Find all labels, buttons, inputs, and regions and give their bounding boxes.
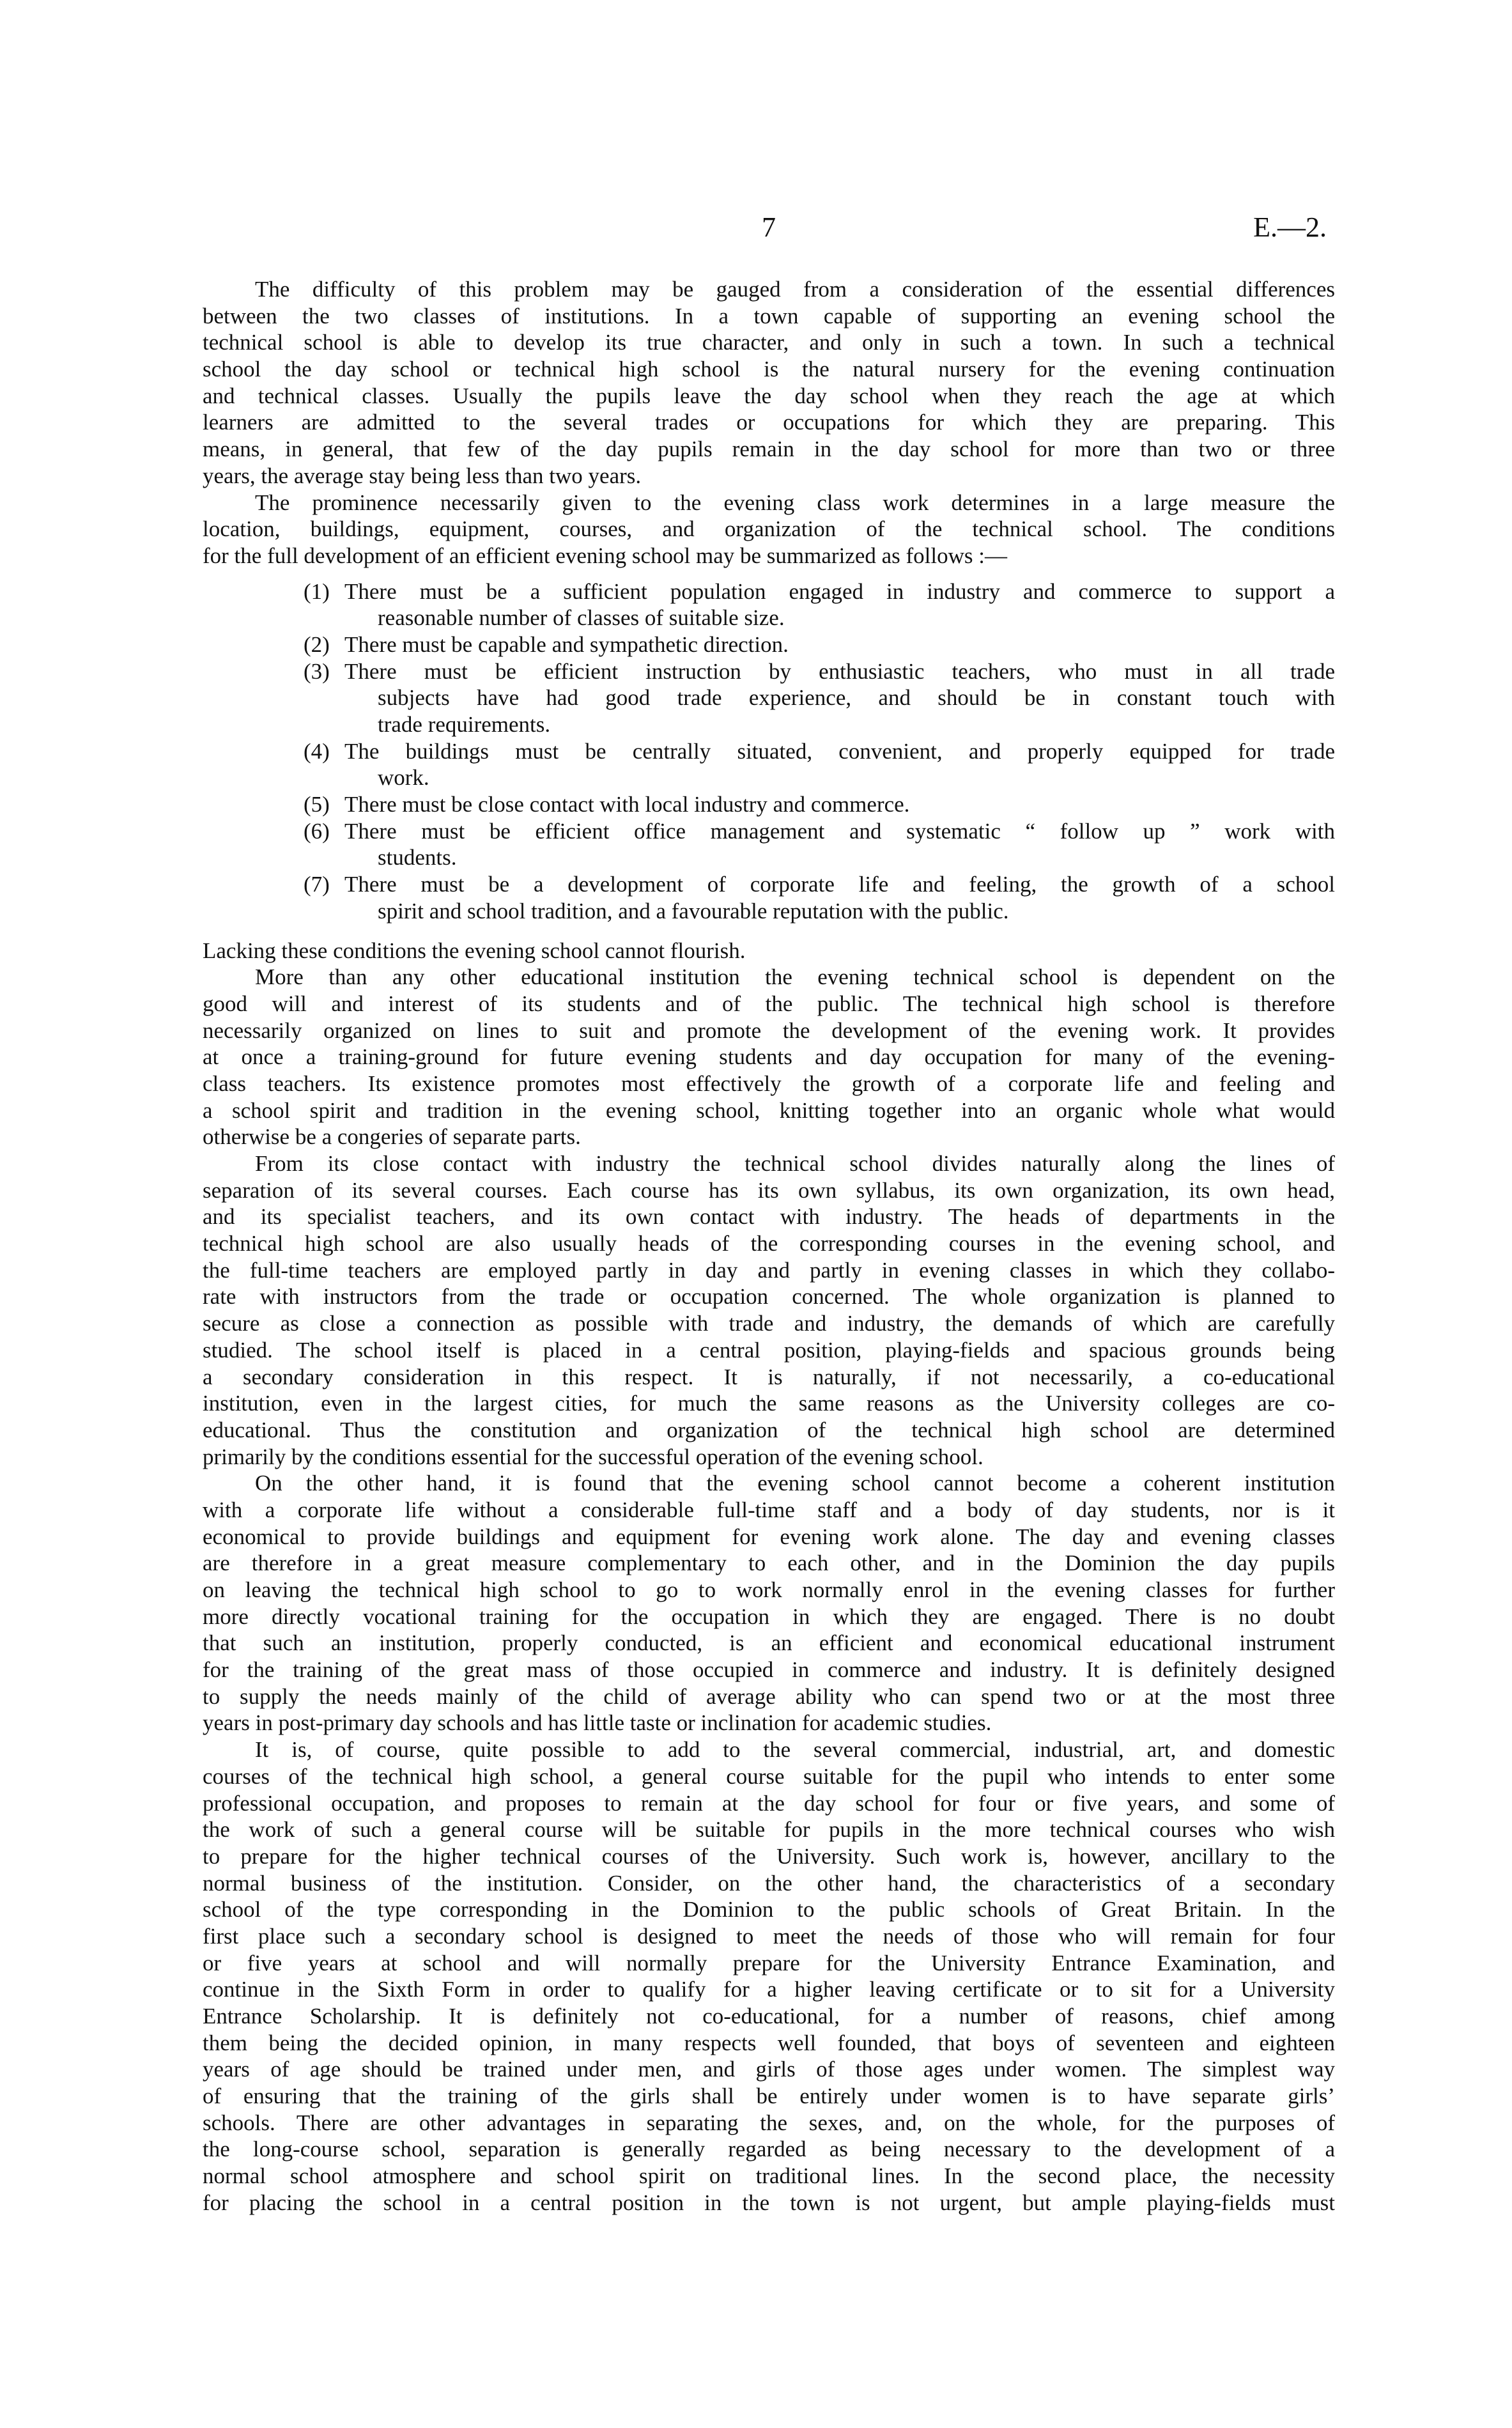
text-line: the work of such a general course will be suitable for pupils in the more technical courses who wish — [203, 1817, 1335, 1843]
paragraph — [203, 938, 1335, 964]
list-item — [203, 658, 1335, 738]
text-line: or five years at school and will normally prepare for the University Entrance Examination, and — [203, 1950, 1335, 1976]
list-item-number: (5) — [304, 792, 330, 817]
text-line: There must be efficient office management and systematic “ follow up ” work with — [344, 818, 1335, 844]
text-line: spirit and school tradition, and a favourable reputation with the public. — [378, 898, 1009, 924]
text-line: There must be close contact with local industry and commerce. — [344, 792, 910, 817]
list-item — [203, 578, 1335, 631]
text-line: secure as close a connection as possible with trade and industry, the demands of which are carefully — [203, 1311, 1335, 1336]
text-line: to supply the needs mainly of the child of average ability who can spend two or at the most three — [203, 1683, 1335, 1709]
text-line: a secondary consideration in this respect. It is naturally, if not necessarily, a co-educational — [203, 1364, 1335, 1389]
text-line: the long-course school, separation is generally regarded as being necessary to the development of a — [203, 2137, 1335, 2162]
document-reference: E.—2. — [1253, 212, 1327, 243]
list-item-number: (4) — [304, 738, 330, 764]
list-item-number: (3) — [304, 658, 330, 684]
text-line: more directly vocational training for the occupation in which they are engaged. There is no doubt — [203, 1604, 1335, 1629]
list-item-number: (2) — [304, 631, 330, 657]
text-line: for the full development of an efficient evening school may be summarized as follows :— — [203, 543, 1007, 568]
text-line: years in post-primary day schools and has little taste or inclination for academic studies. — [203, 1710, 992, 1736]
text-line: for the training of the great mass of those occupied in commerce and industry. It is definitely designed — [203, 1657, 1335, 1683]
text-line: first place such a secondary school is designed to meet the needs of those who will remain for four — [203, 1923, 1335, 1949]
text-line: schools. There are other advantages in separating the sexes, and, on the whole, for the purposes of — [203, 2110, 1335, 2135]
paragraph — [203, 1736, 1335, 2216]
text-line: and its specialist teachers, and its own contact with industry. The heads of departments in the — [203, 1204, 1335, 1230]
text-line: learners are admitted to the several trades or occupations for which they are preparing. This — [203, 410, 1335, 435]
text-line: separation of its several courses. Each course has its own syllabus, its own organization, its own head, — [203, 1177, 1335, 1203]
list-item-number: (1) — [304, 578, 330, 604]
text-line: educational. Thus the constitution and organization of the technical high school are determined — [203, 1417, 1335, 1442]
text-line: Lacking these conditions the evening school cannot flourish. — [203, 938, 746, 963]
paragraph — [203, 1150, 1335, 1470]
text-line: necessarily organized on lines to suit and promote the development of the evening work. It provides — [203, 1017, 1335, 1043]
text-line: at once a training-ground for future evening students and day occupation for many of the evening- — [203, 1044, 1335, 1070]
text-line: Entrance Scholarship. It is definitely not co-educational, for a number of reasons, chief among — [203, 2004, 1335, 2029]
text-line: class teachers. Its existence promotes most effectively the growth of a corporate life and feeling and — [203, 1071, 1335, 1096]
list-item — [203, 631, 1335, 658]
text-line: them being the decided opinion, in many respects well founded, that boys of seventeen and eighteen — [203, 2030, 1335, 2055]
text-line: with a corporate life without a considerable full-time staff and a body of day students, nor is it — [203, 1497, 1335, 1522]
text-line: trade requirements. — [378, 712, 551, 737]
text-line: that such an institution, properly conducted, is an efficient and economical educational instrument — [203, 1630, 1335, 1656]
text-line: technical school is able to develop its true character, and only in such a town. In such a technical — [203, 330, 1335, 355]
text-line: continue in the Sixth Form in order to qualify for a higher leaving certificate or to sit for a University — [203, 1977, 1335, 2002]
text-line: The buildings must be centrally situated, convenient, and properly equipped for trade — [344, 738, 1335, 764]
text-line: work. — [378, 765, 429, 791]
text-line: otherwise be a congeries of separate parts. — [203, 1124, 581, 1150]
paragraph — [203, 276, 1335, 490]
text-line: means, in general, that few of the day pupils remain in the day school for more than two or three — [203, 437, 1335, 462]
paragraph — [203, 964, 1335, 1150]
text-line: and technical classes. Usually the pupils leave the day school when they reach the age at which — [203, 383, 1335, 408]
text-line: for placing the school in a central position in the town is not urgent, but ample playing-fields must — [203, 2190, 1335, 2215]
text-line: There must be capable and sympathetic direction. — [344, 631, 789, 657]
text-line: normal school atmosphere and school spirit on traditional lines. In the second place, the necessity — [203, 2163, 1335, 2189]
text-line: location, buildings, equipment, courses, and organization of the technical school. The conditions — [203, 516, 1335, 542]
text-line: a school spirit and tradition in the evening school, knitting together into an organic whole what would — [203, 1097, 1335, 1123]
list-item — [203, 738, 1335, 791]
text-line: years, the average stay being less than two years. — [203, 463, 642, 488]
text-line: From its close contact with industry the technical school divides naturally along the lines of — [255, 1151, 1335, 1176]
conditions-list — [203, 578, 1335, 925]
paragraph — [203, 490, 1335, 569]
text-line: The prominence necessarily given to the evening class work determines in a large measure the — [255, 490, 1335, 515]
text-line: years of age should be trained under men, and girls of those ages under women. The simplest way — [203, 2057, 1335, 2082]
text-line: school of the type corresponding in the Dominion to the public schools of Great Britain. In the — [203, 1897, 1335, 1922]
list-item — [203, 871, 1335, 924]
text-line: There must be a development of corporate life and feeling, the growth of a school — [344, 872, 1335, 897]
text-line: primarily by the conditions essential for the successful operation of the evening school. — [203, 1444, 984, 1469]
text-line: rate with instructors from the trade or occupation concerned. The whole organization is planned to — [203, 1284, 1335, 1310]
text-line: technical high school are also usually heads of the corresponding courses in the evening school, and — [203, 1231, 1335, 1257]
text-line: to prepare for the higher technical courses of the University. Such work is, however, ancillary to the — [203, 1843, 1335, 1869]
text-line: More than any other educational institution the evening technical school is dependent on the — [255, 964, 1335, 990]
text-line: students. — [378, 845, 457, 870]
text-line: On the other hand, it is found that the evening school cannot become a coherent institution — [255, 1471, 1335, 1496]
text-line: of ensuring that the training of the girls shall be entirely under women is to have separate girls’ — [203, 2084, 1335, 2109]
text-line: studied. The school itself is placed in a central position, playing-fields and spacious grounds being — [203, 1337, 1335, 1363]
paragraph — [203, 1470, 1335, 1736]
text-line: the full-time teachers are employed partly in day and partly in evening classes in which they collabo- — [203, 1257, 1335, 1283]
text-line: institution, even in the largest cities, for much the same reasons as the University colleges are co- — [203, 1391, 1335, 1416]
text-line: good will and interest of its students and of the public. The technical high school is therefore — [203, 991, 1335, 1016]
text-line: professional occupation, and proposes to remain at the day school for four or five years, and some of — [203, 1790, 1335, 1816]
text-line: There must be a sufficient population engaged in industry and commerce to support a — [344, 578, 1335, 604]
text-line: are therefore in a great measure complementary to each other, and in the Dominion the day pupils — [203, 1550, 1335, 1576]
page-number: 7 — [762, 212, 776, 243]
list-item — [203, 791, 1335, 818]
list-item — [203, 818, 1335, 871]
list-item-number: (7) — [304, 872, 330, 897]
list-item-number: (6) — [304, 818, 330, 844]
text-line: between the two classes of institutions. In a town capable of supporting an evening school the — [203, 303, 1335, 329]
text-line: There must be efficient instruction by enthusiastic teachers, who must in all trade — [344, 658, 1335, 684]
text-line: school the day school or technical high school is the natural nursery for the evening continuation — [203, 357, 1335, 382]
text-line: normal business of the institution. Consider, on the other hand, the characteristics of a secondary — [203, 1870, 1335, 1896]
text-line: The difficulty of this problem may be gauged from a consideration of the essential differences — [255, 277, 1335, 302]
text-line: economical to provide buildings and equipment for evening work alone. The day and evening classes — [203, 1524, 1335, 1549]
text-line: It is, of course, quite possible to add to the several commercial, industrial, art, and domestic — [255, 1737, 1335, 1763]
text-line: courses of the technical high school, a general course suitable for the pupil who intends to enter some — [203, 1763, 1335, 1789]
text-line: subjects have had good trade experience, and should be in constant touch with — [378, 685, 1335, 711]
document-body — [203, 276, 1335, 2216]
text-line: on leaving the technical high school to go to work normally enrol in the evening classes for further — [203, 1577, 1335, 1602]
text-line: reasonable number of classes of suitable size. — [378, 605, 785, 631]
